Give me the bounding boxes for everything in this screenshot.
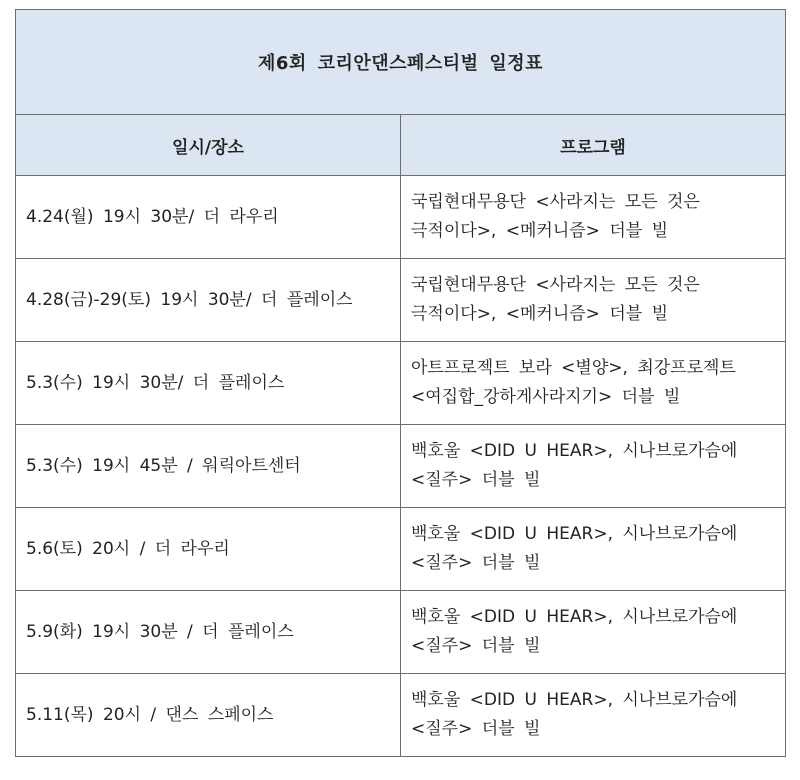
when-cell: 4.24(월) 19시 30분/ 더 라우리 <box>16 176 401 259</box>
table-row <box>16 176 786 259</box>
program-line: 국립현대무용단 <사라지는 모든 것은 <box>411 275 700 295</box>
program-line: <질주> 더블 빌 <box>411 470 541 490</box>
when-cell: 5.9(화) 19시 30분 / 더 플레이스 <box>16 591 401 674</box>
when-cell: 4.28(금)-29(토) 19시 30분/ 더 플레이스 <box>16 259 401 342</box>
program-cell <box>401 259 786 342</box>
program-line: <질주> 더블 빌 <box>411 719 541 739</box>
header-program: 프로그램 <box>401 115 786 176</box>
program-cell <box>401 176 786 259</box>
program-line: <질주> 더블 빌 <box>411 636 541 656</box>
program-line: 백호울 <DID U HEAR>, 시나브로가슴에 <box>411 607 738 627</box>
program-line: 국립현대무용단 <사라지는 모든 것은 <box>411 192 700 212</box>
when-cell: 5.3(수) 19시 30분/ 더 플레이스 <box>16 342 401 425</box>
program-line: <질주> 더블 빌 <box>411 553 541 573</box>
program-line: 백호울 <DID U HEAR>, 시나브로가슴에 <box>411 524 738 544</box>
table-row <box>16 674 786 757</box>
table-row <box>16 425 786 508</box>
table-row <box>16 342 786 425</box>
when-cell: 5.11(목) 20시 / 댄스 스페이스 <box>16 674 401 757</box>
title-row <box>16 10 786 115</box>
program-cell <box>401 425 786 508</box>
program-line: <여집합_강하게사라지기> 더블 빌 <box>411 387 681 407</box>
header-row <box>16 115 786 176</box>
table-row <box>16 508 786 591</box>
when-cell: 5.3(수) 19시 45분 / 워릭아트센터 <box>16 425 401 508</box>
program-line: 백호울 <DID U HEAR>, 시나브로가슴에 <box>411 690 738 710</box>
program-line: 극적이다>, <메커니즘> 더블 빌 <box>411 304 668 324</box>
table-row <box>16 591 786 674</box>
program-line: 아트프로젝트 보라 <별양>, 최강프로젝트 <box>411 358 736 378</box>
program-line: 극적이다>, <메커니즘> 더블 빌 <box>411 221 668 241</box>
when-cell: 5.6(토) 20시 / 더 라우리 <box>16 508 401 591</box>
program-cell <box>401 342 786 425</box>
program-cell <box>401 508 786 591</box>
table-row <box>16 259 786 342</box>
program-line: 백호울 <DID U HEAR>, 시나브로가슴에 <box>411 441 738 461</box>
program-cell <box>401 674 786 757</box>
schedule-table <box>15 9 786 757</box>
table-title: 제6회 코리안댄스페스티벌 일정표 <box>16 10 786 115</box>
program-cell <box>401 591 786 674</box>
header-when: 일시/장소 <box>16 115 401 176</box>
